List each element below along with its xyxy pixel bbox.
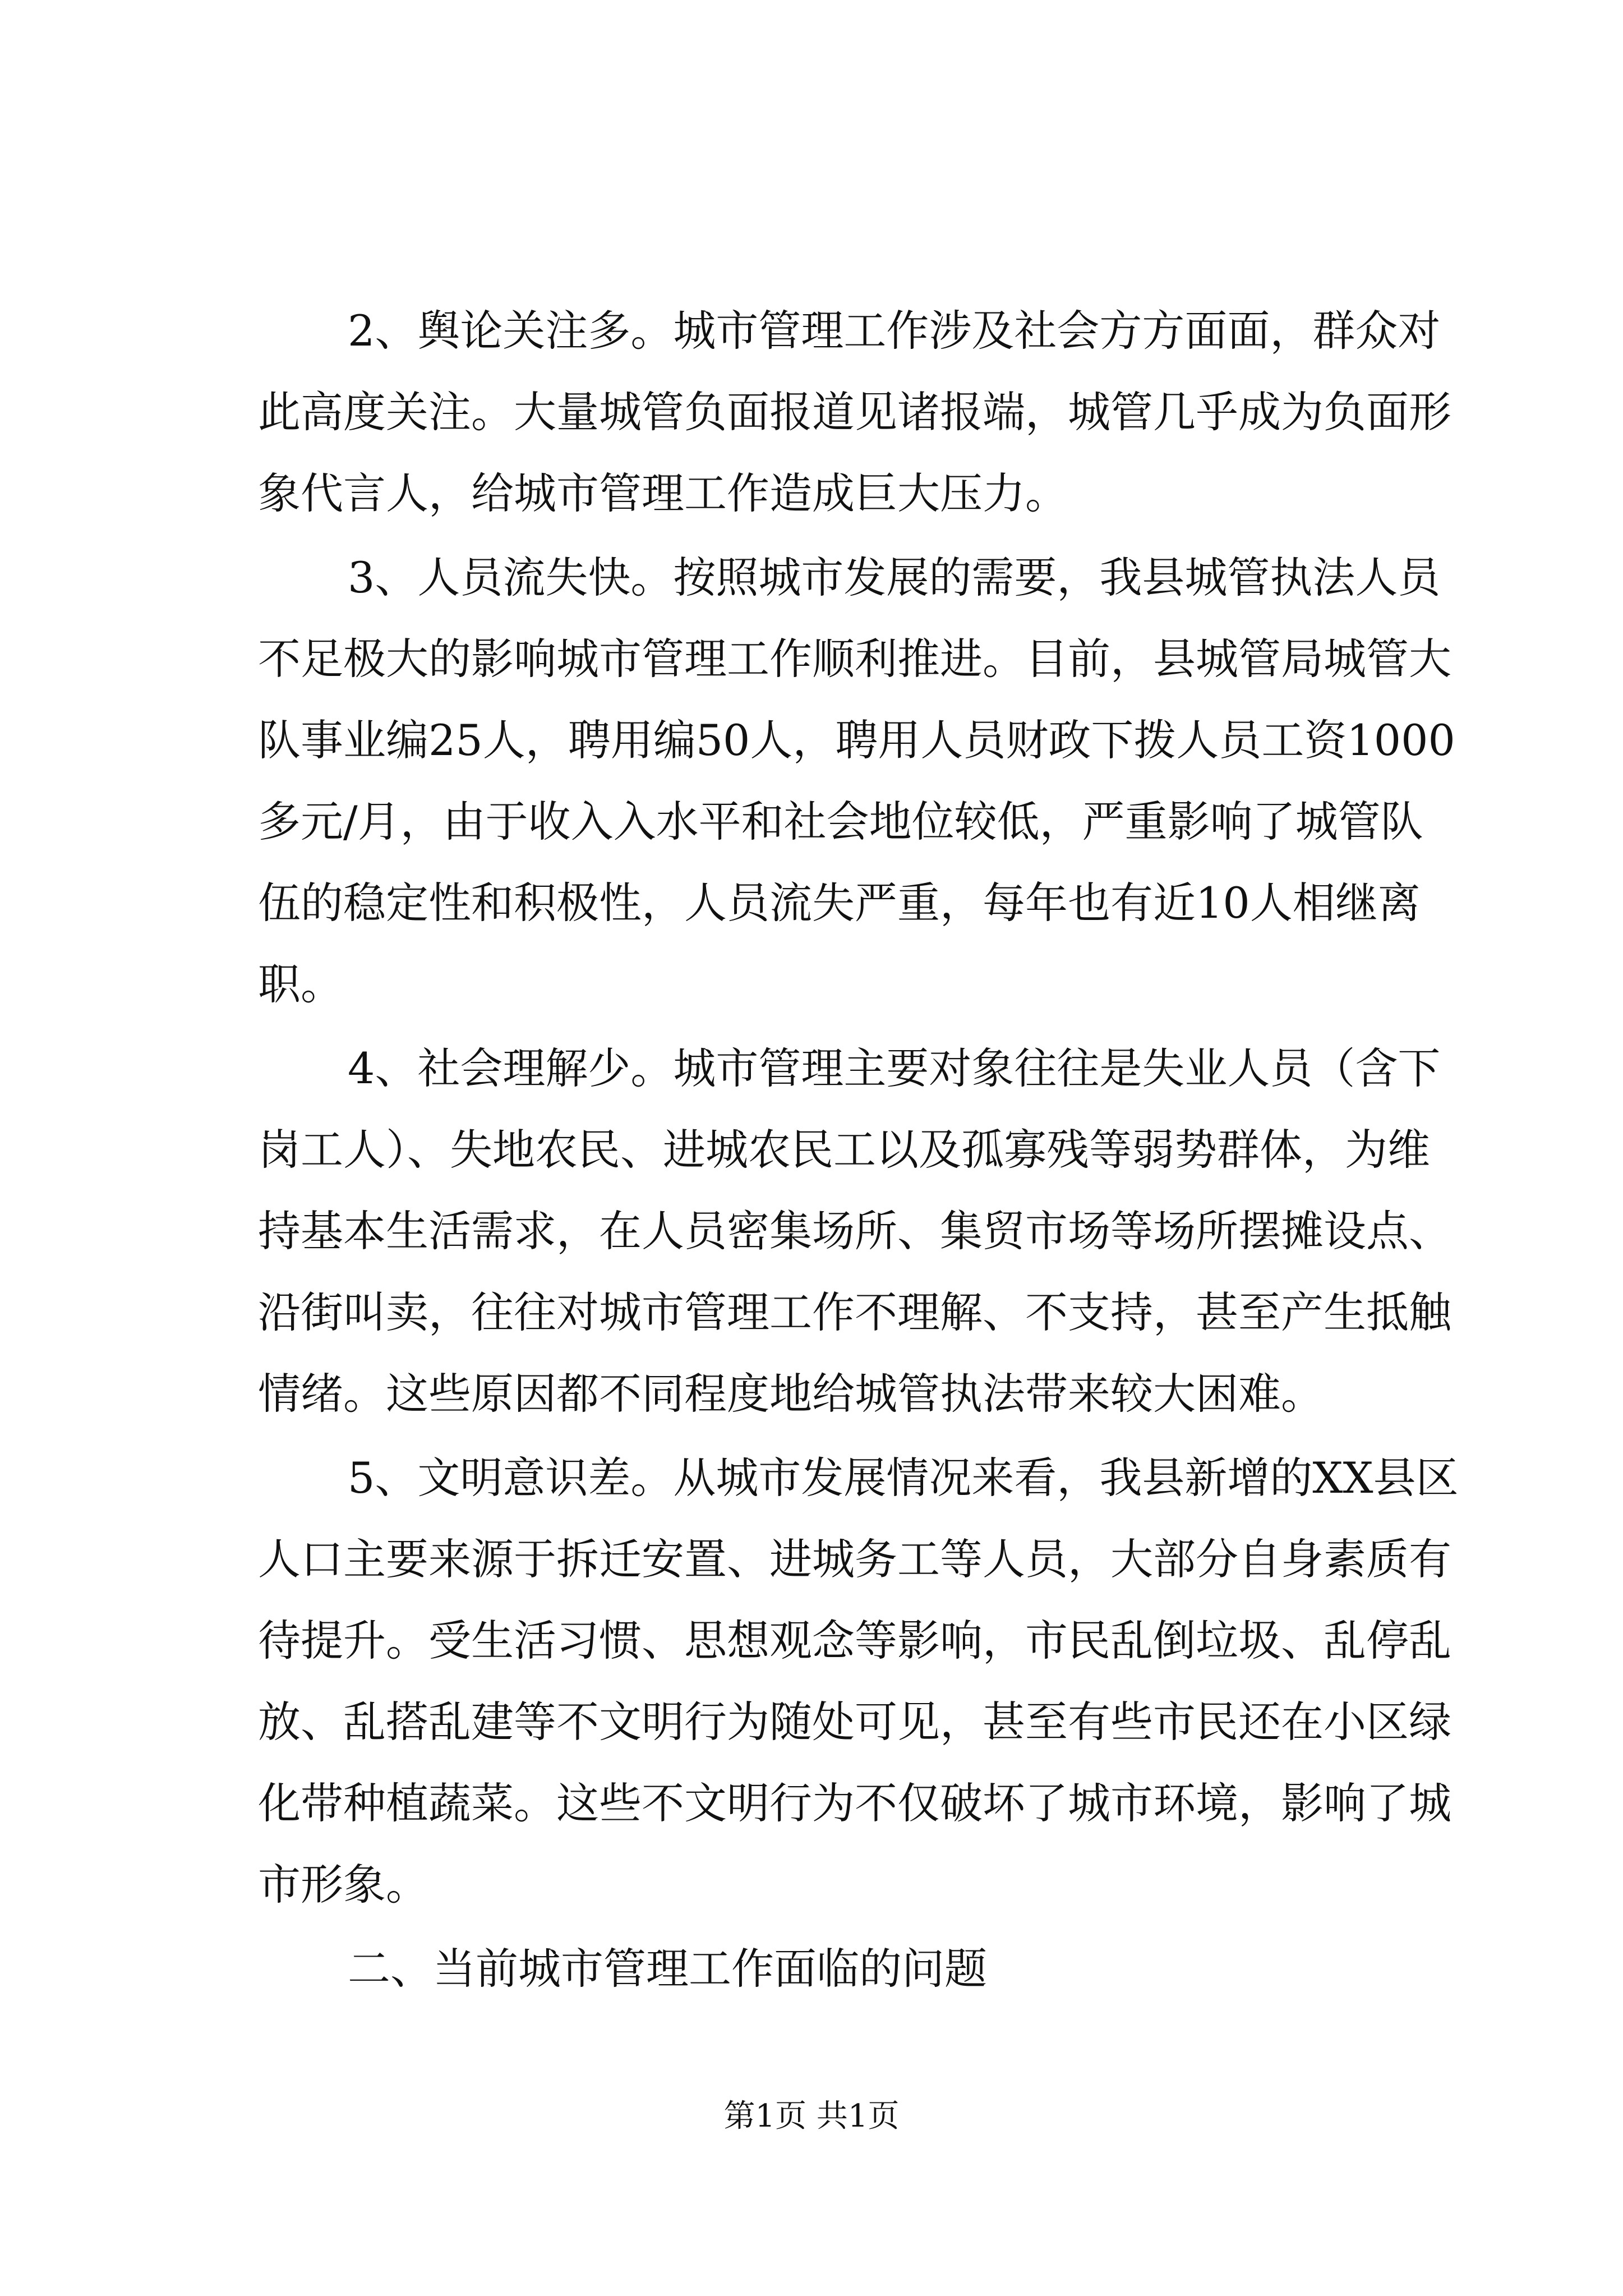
paragraph-4-line-3: 持基本生活需求，在人员密集场所、集贸市场等场所摆摊设点、 [258, 1206, 1451, 1256]
paragraph-3-line-4: 多元/月，由于收入入水平和社会地位较低，严重影响了城管队 [258, 797, 1423, 846]
paragraph-5-line-1: 5、文明意识差。从城市发展情况来看，我县新增的XX县区 [348, 1453, 1459, 1503]
paragraph-5-line-2: 人口主要来源于拆迁安置、进城务工等人员，大部分自身素质有 [258, 1534, 1451, 1584]
section-heading: 二、当前城市管理工作面临的问题 [348, 1944, 987, 1994]
paragraph-4-line-1: 4、社会理解少。城市管理主要对象往往是失业人员（含下 [348, 1043, 1441, 1093]
paragraph-4-line-5: 情绪。这些原因都不同程度地给城管执法带来较大困难。 [258, 1369, 1324, 1419]
page-footer: 第1页 共1页 [723, 2098, 900, 2134]
paragraph-5-line-5: 化带种植蔬菜。这些不文明行为不仅破坏了城市环境，影响了城 [258, 1778, 1451, 1828]
paragraph-2-line-3: 象代言人，给城市管理工作造成巨大压力。 [258, 468, 1068, 518]
paragraph-3-line-6: 职。 [258, 959, 343, 1009]
paragraph-5-line-3: 待提升。受生活习惯、思想观念等影响，市民乱倒垃圾、乱停乱 [258, 1616, 1451, 1665]
paragraph-4-line-2: 岗工人）、失地农民、进城农民工以及孤寡残等弱势群体，为维 [258, 1125, 1430, 1175]
paragraph-3-line-5: 伍的稳定性和积极性，人员流失严重，每年也有近10人相继离 [258, 878, 1421, 928]
paragraph-3-line-1: 3、人员流失快。按照城市发展的需要，我县城管执法人员 [348, 553, 1441, 602]
paragraph-3-line-2: 不足极大的影响城市管理工作顺利推进。目前，县城管局城管大 [258, 634, 1451, 684]
paragraph-5-line-6: 市形象。 [258, 1860, 428, 1910]
paragraph-5-line-4: 放、乱搭乱建等不文明行为随处可见，甚至有些市民还在小区绿 [258, 1697, 1451, 1747]
paragraph-3-line-3: 队事业编25人，聘用编50人，聘用人员财政下拨人员工资1000 [258, 715, 1455, 765]
paragraph-2-line-1: 2、舆论关注多。城市管理工作涉及社会方方面面，群众对 [348, 306, 1441, 356]
paragraph-2-line-2: 此高度关注。大量城管负面报道见诸报端，城管几乎成为负面形 [258, 387, 1451, 437]
paragraph-4-line-4: 沿街叫卖，往往对城市管理工作不理解、不支持，甚至产生抵触 [258, 1287, 1451, 1337]
